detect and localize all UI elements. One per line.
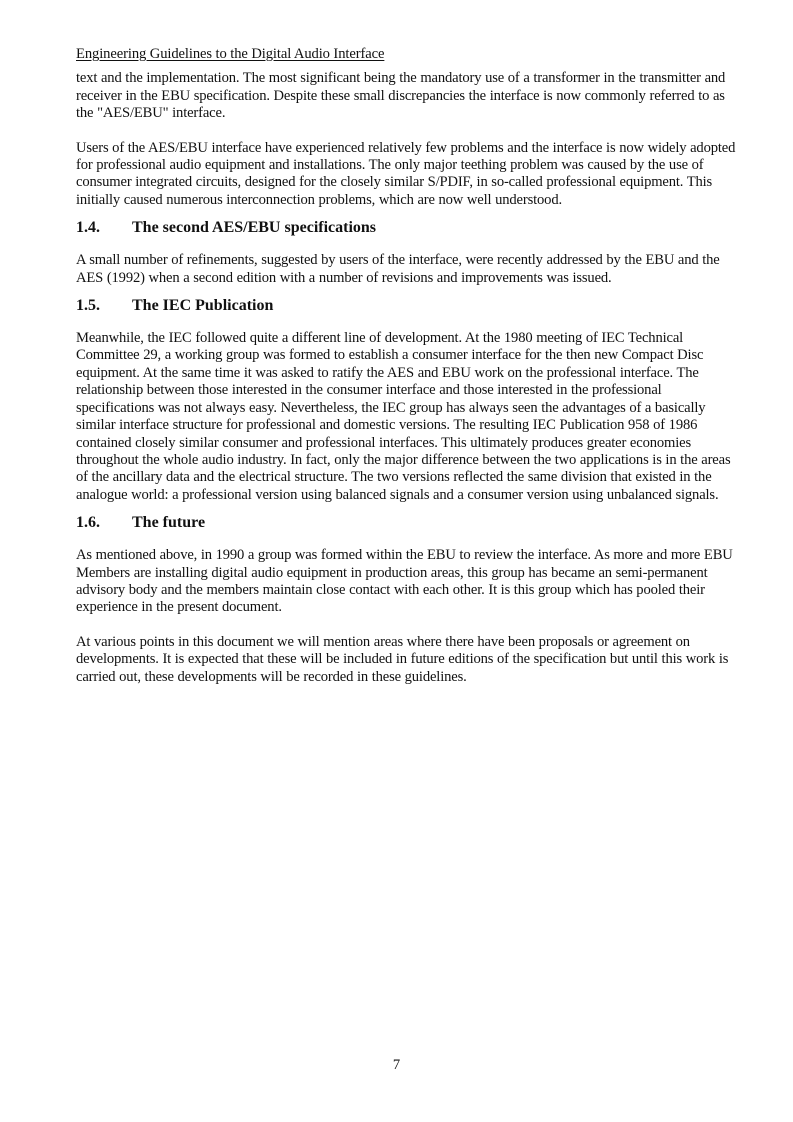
section-heading-1-4 <box>76 218 736 238</box>
body-paragraph: As mentioned above, in 1990 a group was formed within the EBU to review the interface. As more and more EBU Members are installing digital audio equipment in production areas, this group has became an semi-permanent advisory body and the members maintain close contact with each other. It is this group which has pooled their experience in the present document. <box>76 547 733 616</box>
body-paragraph: At various points in this document we will mention areas where there have been proposals or agreement on developments. It is expected that these will be included in future editions of the specification but until this work is carried out, these developments will be recorded in these guidelines. <box>76 633 729 685</box>
section-number: 1.5. <box>76 297 100 315</box>
section-number: 1.6. <box>76 514 100 532</box>
body-paragraph: A small number of refinements, suggested by users of the interface, were recently addressed by the EBU and the AES (1992) when a second edition with a number of revisions and improvements was issued. <box>76 252 720 286</box>
running-header: Engineering Guidelines to the Digital Audio Interface <box>76 46 385 62</box>
document-page <box>76 46 736 703</box>
section-number: 1.4. <box>76 219 100 237</box>
section-title: The IEC Publication <box>132 297 274 315</box>
body-paragraph: Users of the AES/EBU interface have experienced relatively few problems and the interface is now widely adopted for professional audio equipment and installations. The only major teething problem was caused by the use of consumer integrated circuits, designed for the closely similar S/PDIF, in so-called professional equipment. This initially caused numerous interconnection problems, which are now well understood. <box>76 139 736 208</box>
body-paragraph: Meanwhile, the IEC followed quite a different line of development. At the 1980 meeting of IEC Technical Committee 29, a working group was formed to establish a consumer interface for the then new Compact Disc equipment. At the same time it was asked to ratify the AES and EBU work on the professional interface. The relationship between those interested in the consumer interface and those interested in the professional specifications was not always easy. Nevertheless, the IEC group has always seen the advantages of a basically similar interface structure for professional and domestic versions. The resulting IEC Publication 958 of 1986 contained closely similar consumer and professional interfaces. This ultimately produces greater economies throughout the whole audio industry. In fact, only the major difference between the two applications is in the areas of the ancillary data and the electrical structure. The two versions reflected the same division that existed in the analogue world: a professional version using balanced signals and a consumer version using unbalanced signals. <box>76 330 731 503</box>
section-heading-1-6 <box>76 513 736 533</box>
body-paragraph: text and the implementation. The most significant being the mandatory use of a transformer in the transmitter and receiver in the EBU specification. Despite these small discrepancies the interface is now commonly referred to as the "AES/EBU" interface. <box>76 70 726 122</box>
section-heading-1-5 <box>76 296 736 316</box>
page-number: 7 <box>392 1057 401 1073</box>
section-title: The future <box>132 514 206 532</box>
section-title: The second AES/EBU specifications <box>132 219 377 237</box>
